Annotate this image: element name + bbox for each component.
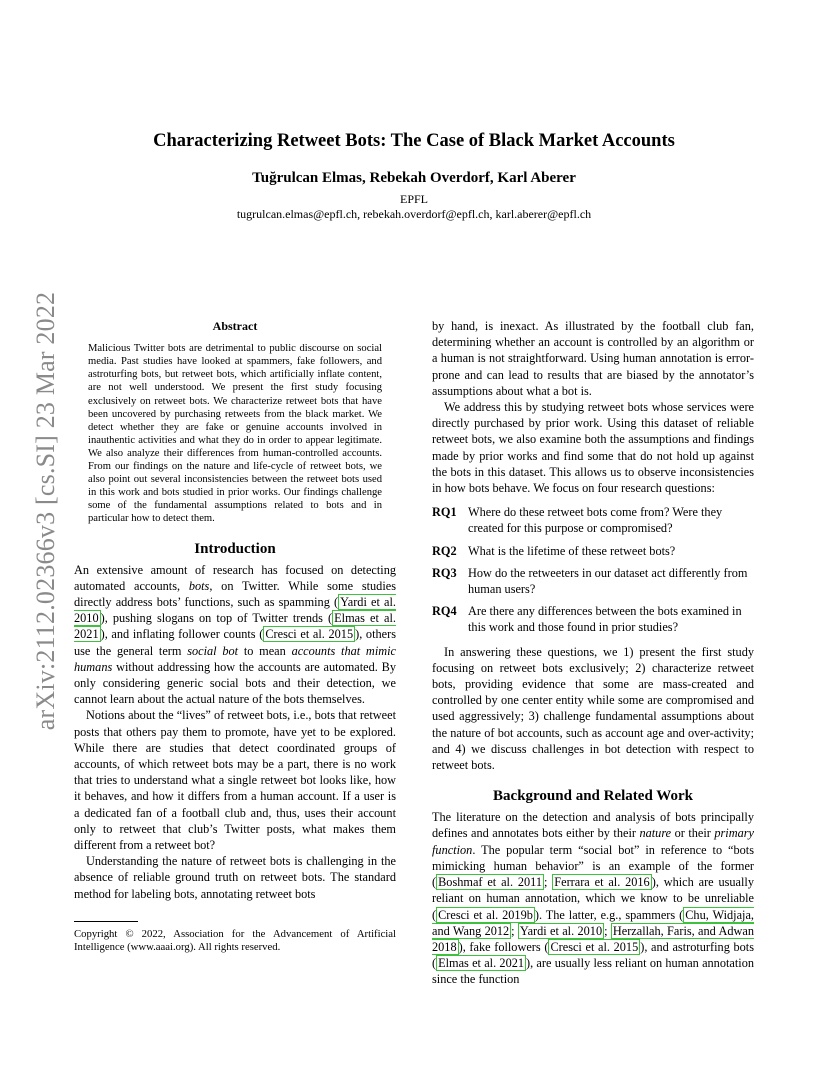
author-emails: tugrulcan.elmas@epfl.ch, rebekah.overdorf@epfl.ch, karl.aberer@epfl.ch (236, 207, 592, 221)
abstract-text: Malicious Twitter bots are detrimental to public discourse on social media. Past studies have looked at spammers, fake followers, and astroturfing bots, but retweet bots, which artificially inflate content, are not well understood. We present the first study focusing exclusively on retweet bots. We characterize retweet bots that have been uncovered by purchasing retweets from the black market. We detect whether they are fake or genuine accounts involved in inauthentic activities and what they do in order to appear legitimate. We also analyze their differences from human-controlled accounts. From our findings on the nature and life-cycle of retweet bots, we also point out several inconsistencies between the retweet bots used in this work and bots studied in prior works. Our findings challenge some of the fundamental assumptions related to bots and in particular how to detect them. (88, 343, 382, 525)
copyright-footnote: Copyright © 2022, Association for the Advancement of Artificial Intelligence (www.aaai.org). All rights reserved. (74, 928, 396, 953)
research-question (432, 603, 754, 635)
paper-title: Characterizing Retweet Bots: The Case of Black Market Accounts (153, 131, 675, 151)
background-heading: Background and Related Work (493, 788, 693, 805)
rq-label: RQ2 (432, 543, 457, 558)
rq-text: Are there any differences between the bots examined in this work and those found in prior studies? (468, 604, 742, 635)
citation-link[interactable]: Cresci et al. 2015 (265, 627, 354, 642)
citation-link[interactable]: Cresci et al. 2015 (550, 939, 639, 954)
rq-text: Where do these retweet bots come from? Were they created for this purpose or compromised? (468, 505, 723, 536)
background-paragraph: The literature on the detection and analysis of bots principally defines and annotates bots either by their nature or their primary function. The popular term “social bot” in reference to “bots mimicking human behavior” is an example of the former ( Boshmaf et al. 2011 ; Ferrara et al. 2016 ), which are usually reliant on human annotation, which we know to be unreliable ( Cresci et al. 2019b ). The latter, e.g., spammers ( Chu, Widjaja, and Wang 2012 ; Yardi et al. 2010 ; Herzallah, Faris, and Adwan 2018 ), fake followers ( Cresci et al. 2015 ), and astroturfing bots ( Elmas et al. 2021 ), are usually less reliant on human annotation since the function (432, 810, 754, 987)
intro-paragraph-3: Understanding the nature of retweet bots is challenging in the absence of reliable ground truth on retweet bots. The standard method for labeling bots, annotating retweet bots (74, 854, 396, 901)
citation-link[interactable]: Yardi et al. 2010 (519, 923, 603, 938)
citation-link[interactable]: Cresci et al. 2019b (438, 907, 533, 922)
rq-text: What is the lifetime of these retweet bots? (468, 543, 676, 558)
right-column (432, 318, 754, 988)
rq-label: RQ4 (432, 604, 457, 619)
citation-link[interactable]: Herzallah, Faris, and Adwan 2018 (432, 923, 754, 954)
right-paragraph-1: by hand, is inexact. As illustrated by the football club fan, determining whether an account is controlled by an algorithm or a human is not straightforward. Using human annotation is error-prone and can lead to results that are biased by the annotator’s assumptions about what a bot is. (432, 319, 754, 398)
research-question (432, 504, 754, 536)
research-question (432, 565, 754, 597)
left-column (74, 318, 396, 902)
citation-link[interactable]: Chu, Widjaja, and Wang 2012 (432, 907, 754, 938)
research-question (432, 543, 754, 559)
citation-link[interactable]: Boshmaf et al. 2011 (438, 875, 542, 890)
citation-link[interactable]: Elmas et al. 2021 (74, 611, 396, 642)
rq-label: RQ1 (432, 505, 457, 520)
rq-text: How do the retweeters in our dataset act differently from human users? (468, 565, 748, 597)
right-paragraph-3: In answering these questions, we 1) present the first study focusing on retweet bots exclusively; 2) characterize retweet bots, providing evidence that some are mass-created and controlled by one center entity while some are compromised and used aggressively; 3) challenge fundamental assumptions about the nature of bot accounts, such as account age and over-activity; and 4) we discuss challenges in bot detection with respect to retweet bots. (432, 644, 754, 773)
arxiv-stamp-text: arXiv:2112.02366v3 [cs.SI] 23 Mar 2022 (31, 291, 60, 731)
arxiv-identifier-stamp (26, 291, 66, 731)
introduction-heading: Introduction (194, 540, 276, 557)
citation-link[interactable]: Ferrara et al. 2016 (554, 875, 650, 890)
right-paragraph-2: We address this by studying retweet bots whose services were directly purchased by prior work. Using this dataset of reliable retweet bots, we also examine both the assumptions and findings made by prior works and find some that do not hold up against the bots in this dataset. This allows us to observe inconsistencies in how bots behave. We focus on four research questions: (432, 400, 754, 496)
footnote-divider (74, 921, 138, 922)
rq-label: RQ3 (432, 565, 457, 580)
intro-paragraph-2: Notions about the “lives” of retweet bots, i.e., bots that retweet posts that others pay them to promote, have yet to be explored. While there are studies that detect coordinated groups of accounts, of which retweet bots may be a part, there is no work that tries to understand what a single retweet bot looks like, how it behaves, and how it differs from a human account. If a user is a dedicated fan of a football club and, thus, uses their account only to retweet that club’s Twitter posts, what makes them different from a retweet bot? (74, 708, 396, 852)
author-list: Tuğrulcan Elmas, Rebekah Overdorf, Karl Aberer (252, 170, 576, 186)
citation-link[interactable]: Elmas et al. 2021 (438, 956, 525, 971)
citation-link[interactable]: Yardi et al. 2010 (74, 594, 396, 626)
abstract-heading: Abstract (212, 319, 258, 333)
affiliation: EPFL (399, 192, 428, 206)
intro-paragraph-1: An extensive amount of research has focused on detecting automated accounts, bots, on Twitter. While some studies directly address bots’ functions, such as spamming ( Yardi et al. 2010 ), pushing slogans on top of Twitter trends ( Elmas et al. 2021 ), and inflating follower counts ( Cresci et al. 2015 ), others use the general term social bot to mean accounts that mimic humans without addressing how the accounts are automated. By only considering generic social bots and their detection, we cannot learn about the actual nature of the bots themselves. (74, 562, 396, 707)
